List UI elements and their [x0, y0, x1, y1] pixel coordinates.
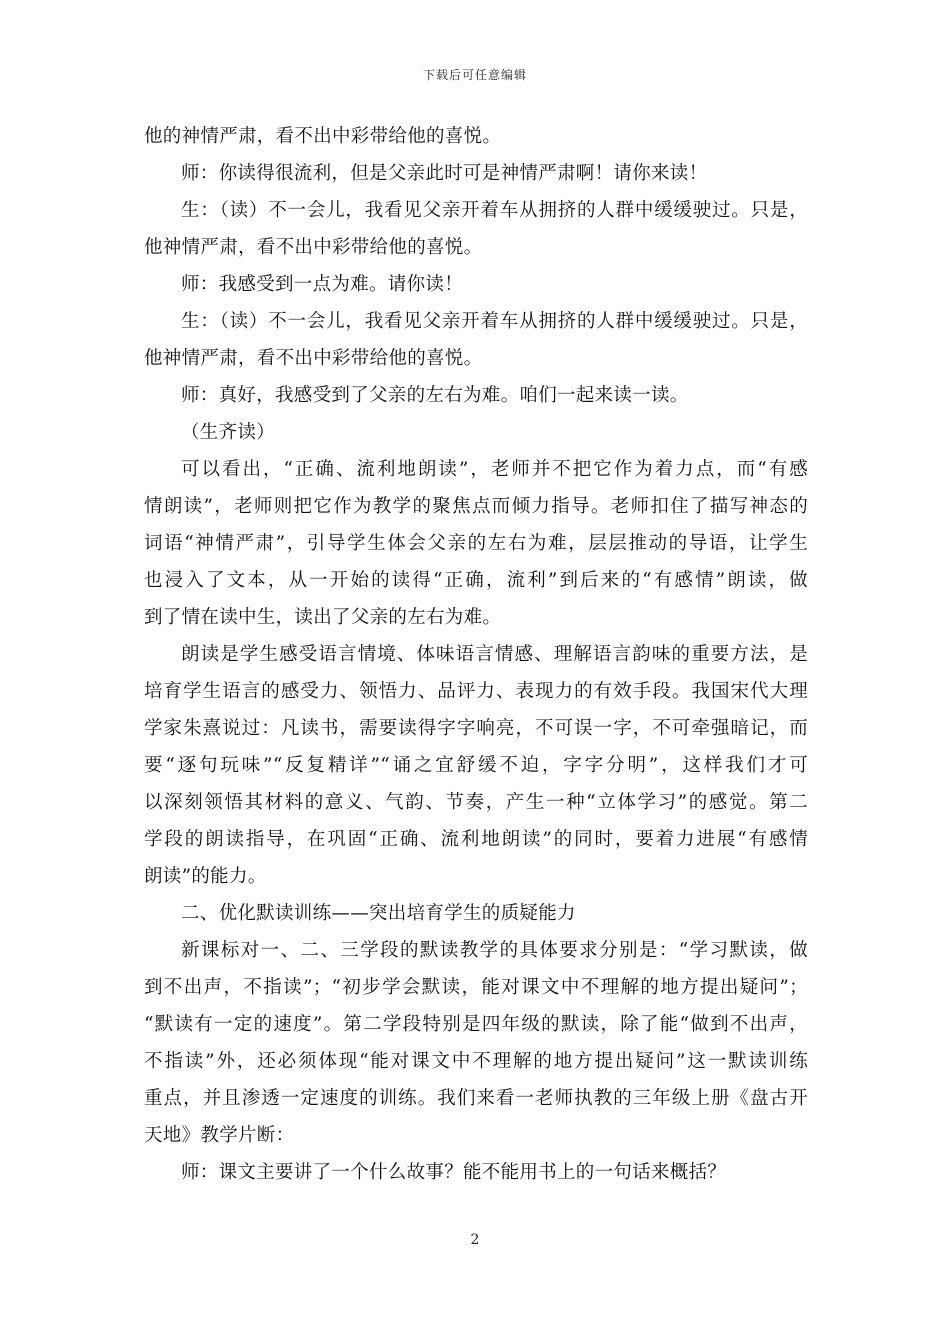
text-line: 师：你读得很流利，但是父亲此时可是神情严肃啊！请你来读！ — [181, 163, 708, 184]
text-line: 培育学生语言的感受力、领悟力、品评力、表现力的有效手段。我国宋代大理 — [144, 681, 808, 702]
text-line: 师：课文主要讲了一个什么故事？能不能用书上的一句话来概括？ — [181, 1162, 727, 1183]
text-line: 到了情在读中生，读出了父亲的左右为难。 — [144, 607, 502, 628]
page-number: 2 — [470, 1232, 480, 1248]
text-line: 重点，并且渗透一定速度的训练。我们来看一老师执教的三年级上册《盘古开 — [144, 1088, 808, 1109]
text-line: “默读有一定的速度”。第二学段特别是四年级的默读，除了能“做到不出声， — [144, 1014, 808, 1035]
text-line: 要“逐句玩味”“反复精详”“诵之宜舒缓不迫，字字分明”，这样我们才可 — [144, 755, 808, 776]
text-line: 情朗读”，老师则把它作为教学的聚焦点而倾力指导。老师扣住了描写神态的 — [144, 496, 808, 517]
text-line: 到不出声，不指读”；“初步学会默读，能对课文中不理解的地方提出疑问”； — [144, 977, 808, 998]
text-line: 不指读”外，还必须体现“能对课文中不理解的地方提出疑问”这一默读训练 — [144, 1051, 808, 1072]
text-line: 师：我感受到一点为难。请你读！ — [181, 274, 464, 295]
text-line: 师：真好，我感受到了父亲的左右为难。咱们一起来读一读。 — [181, 385, 689, 406]
section-heading: 二、优化默读训练——突出培育学生的质疑能力 — [181, 903, 576, 924]
text-line: 他神情严肃，看不出中彩带给他的喜悦。 — [144, 348, 483, 369]
text-line: 他的神情严肃，看不出中彩带给他的喜悦。 — [144, 126, 502, 147]
text-line: 词语“神情严肃”，引导学生体会父亲的左右为难，层层推动的导语，让学生 — [144, 533, 808, 554]
text-line: 学段的朗读指导，在巩固“正确、流利地朗读”的同时，要着力进展“有感情 — [144, 829, 808, 850]
text-line: 可以看出，“正确、流利地朗读”，老师并不把它作为着力点，而“有感 — [181, 459, 808, 480]
text-line: （生齐读） — [181, 422, 276, 443]
text-line: 生：（读）不一会儿，我看见父亲开着车从拥挤的人群中缓缓驶过。只是， — [181, 200, 808, 221]
page-header: 下载后可任意编辑 — [422, 68, 527, 82]
text-line: 也浸入了文本，从一开始的读得“正确，流利”到后来的“有感情”朗读，做 — [144, 570, 808, 591]
text-line: 朗读是学生感受语言情境、体味语言情感、理解语言韵味的重要方法，是 — [181, 644, 808, 665]
text-line: 新课标对一、二、三学段的默读教学的具体要求分别是：“学习默读，做 — [181, 940, 808, 961]
text-line: 朗读”的能力。 — [144, 866, 267, 887]
document-body — [144, 118, 808, 1191]
text-line: 以深刻领悟其材料的意义、气韵、节奏，产生一种“立体学习”的感觉。第二 — [144, 792, 808, 813]
text-line: 天地》教学片断： — [144, 1125, 295, 1146]
text-line: 生：（读）不一会儿，我看见父亲开着车从拥挤的人群中缓缓驶过。只是， — [181, 311, 808, 332]
text-line: 学家朱熹说过：凡读书，需要读得字字响亮，不可误一字，不可牵强暗记，而 — [144, 718, 808, 739]
text-line: 他神情严肃，看不出中彩带给他的喜悦。 — [144, 237, 483, 258]
